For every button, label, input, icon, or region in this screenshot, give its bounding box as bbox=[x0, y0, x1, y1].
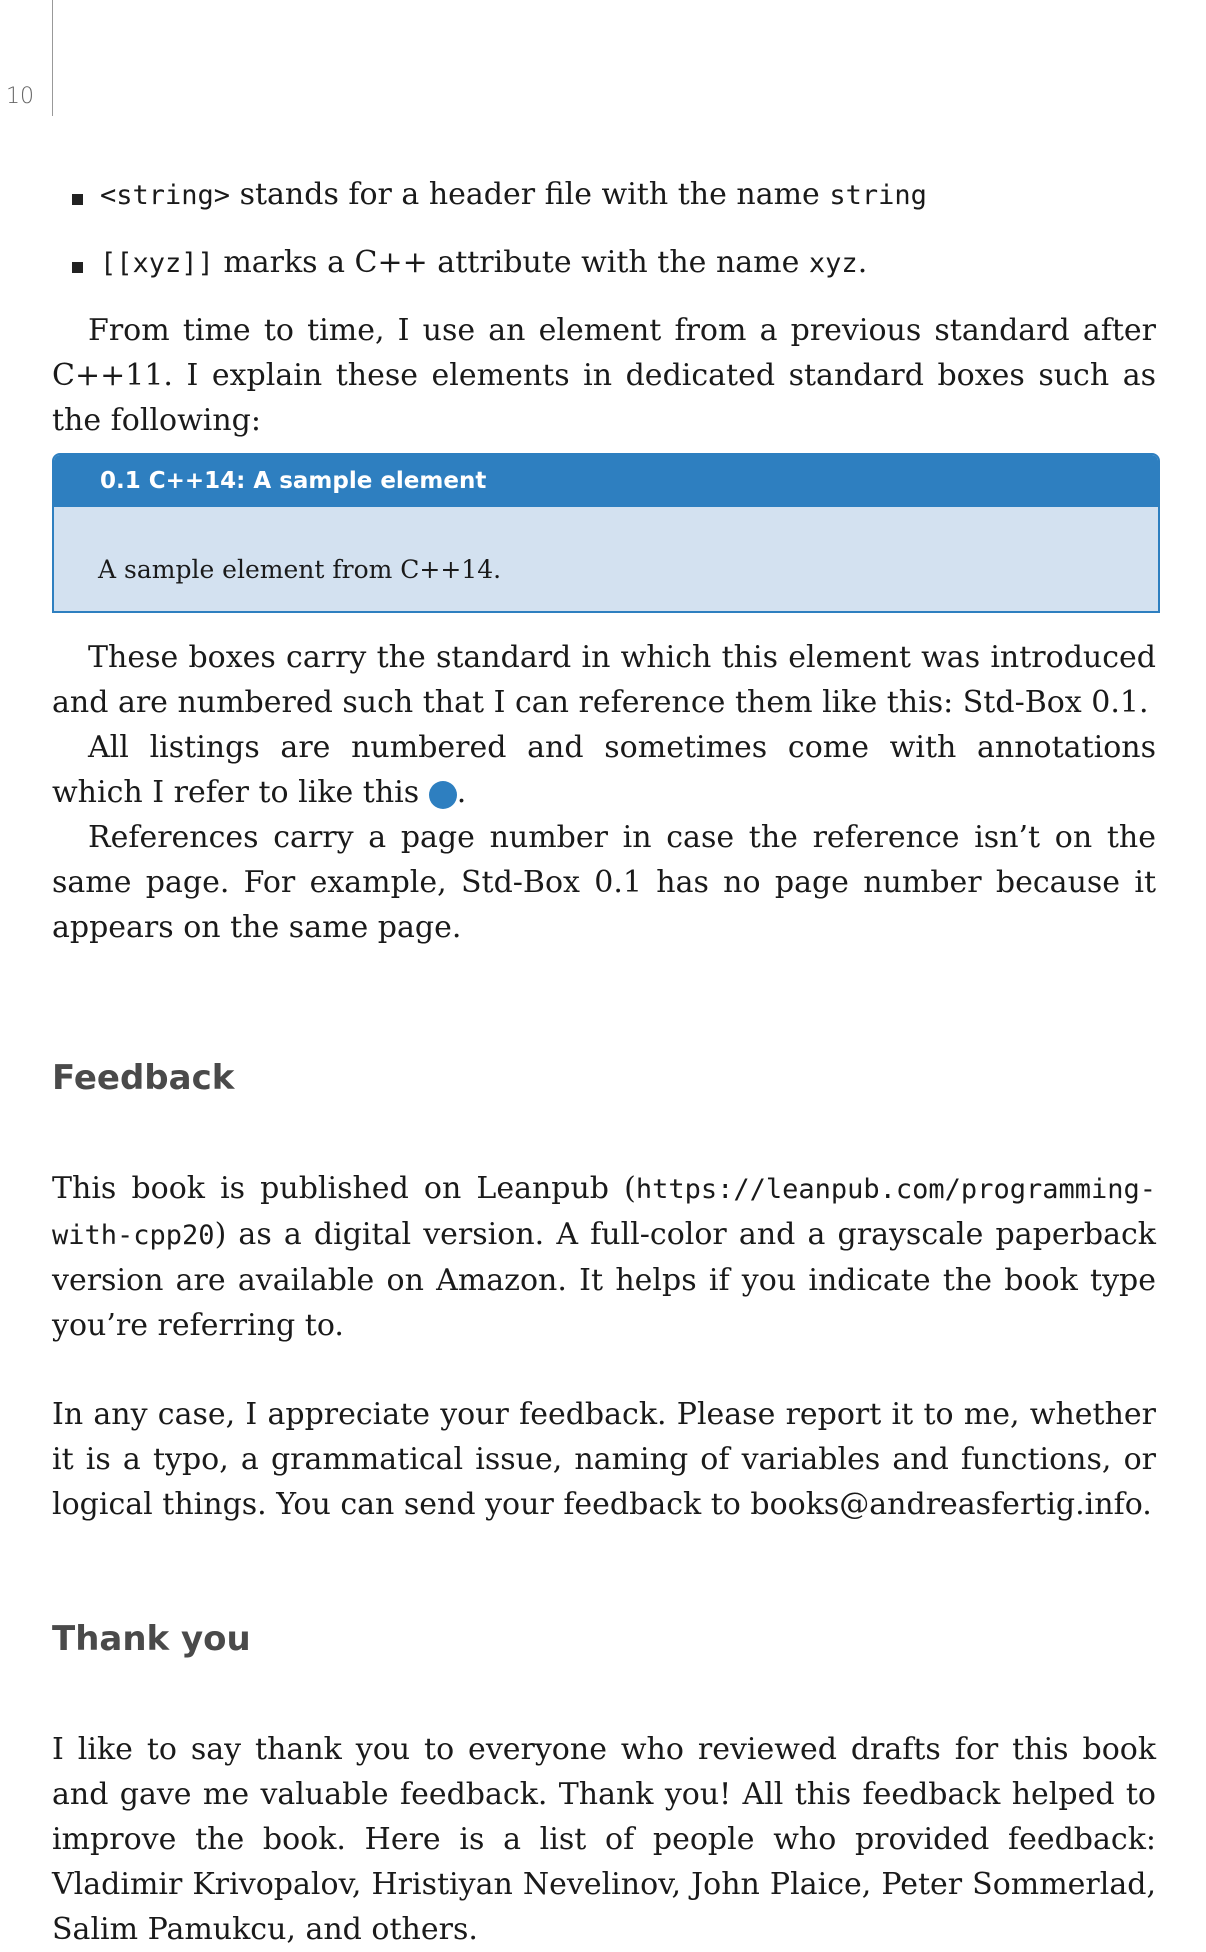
feedback-heading: Feedback bbox=[52, 1058, 235, 1098]
list-item-tail: . bbox=[857, 245, 868, 280]
listings-paragraph bbox=[52, 725, 1156, 815]
page-margin-rule bbox=[52, 0, 53, 116]
page-number: 10 bbox=[6, 84, 34, 109]
feedback-paragraph-1 bbox=[52, 1166, 1156, 1348]
boxes-paragraph: These boxes carry the standard in which this element was introduced and are numbered such that I can reference them like this: Std-Box 0.1. bbox=[52, 640, 1156, 720]
code-attribute: [[xyz]] bbox=[100, 248, 214, 279]
code-string-name: string bbox=[829, 180, 927, 211]
list-item bbox=[100, 172, 1156, 218]
intro-paragraph: From time to time, I use an element from a previous standard after C++11. I explain these elements in dedicated standard boxes such as the following: bbox=[52, 313, 1156, 438]
code-string-header: <string> bbox=[100, 180, 231, 211]
thank-you-paragraph: I like to say thank you to everyone who reviewed drafts for this book and gave me valuable feedback. Thank you! All this feedback helped to improve the book. Here is a list of people who provided feedback: Vladimir Krivopalov, Hristiyan Nevelinov, John Plaice, Peter Sommerlad, Salim Pamukcu, and others. bbox=[52, 1732, 1156, 1947]
code-attribute-name: xyz bbox=[808, 248, 858, 279]
listings-text: All listings are numbered and sometimes come with annotations which I refer to like this bbox=[52, 730, 1156, 810]
list-item-text: stands for a header file with the name bbox=[230, 177, 830, 212]
standard-box bbox=[52, 453, 1160, 613]
references-paragraph: References carry a page number in case the reference isn’t on the same page. For example, Std-Box 0.1 has no page number because it appears on the same page. bbox=[52, 820, 1156, 945]
notation-list bbox=[52, 172, 1156, 286]
annotation-marker-icon: A bbox=[429, 781, 457, 809]
feedback-text-pre: This book is published on Leanpub ( bbox=[52, 1171, 636, 1206]
page-content bbox=[52, 172, 1156, 1952]
list-item-text: marks a C++ attribute with the name bbox=[213, 245, 809, 280]
list-item bbox=[100, 240, 1156, 286]
square-bullet-icon bbox=[72, 194, 83, 205]
square-bullet-icon bbox=[72, 262, 83, 273]
thank-you-heading: Thank you bbox=[52, 1619, 251, 1659]
standard-box-title: 0.1 C++14: A sample element bbox=[54, 455, 1158, 507]
standard-box-body bbox=[54, 507, 1158, 611]
standard-box-text: A sample element from C++14. bbox=[98, 555, 502, 584]
feedback-text-post: ) as a digital version. A full-color and a grayscale paperback version are available on Amazon. It helps if you indicate the book type you’re referring to. bbox=[52, 1217, 1156, 1343]
listings-tail: . bbox=[456, 775, 467, 810]
leanpub-link[interactable]: https://leanpub.com/programming-with-cpp20 bbox=[52, 1174, 1156, 1251]
feedback-paragraph-2: In any case, I appreciate your feedback. Please report it to me, whether it is a typo, a grammatical issue, naming of variables and functions, or logical things. You can send your feedback to books@andreasfertig.info. bbox=[52, 1397, 1156, 1522]
